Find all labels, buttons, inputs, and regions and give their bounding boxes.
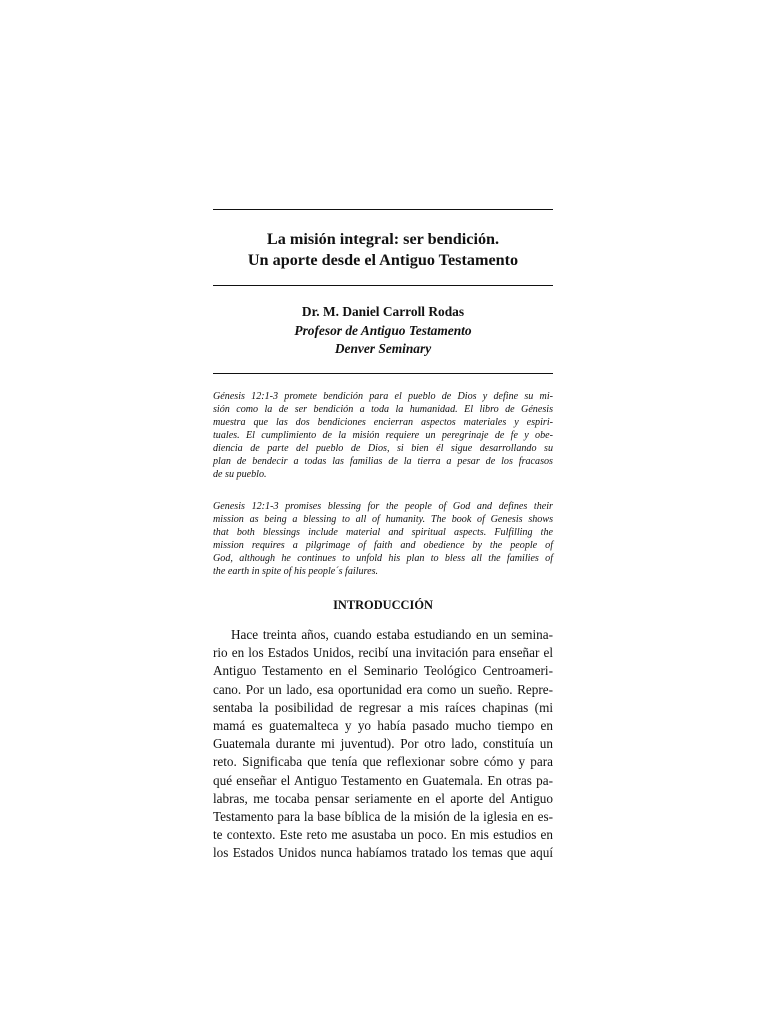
abstract-es-line: de su pueblo. — [213, 469, 267, 480]
body-line: Hace treinta años, cuando estaba estudiando en un semina- — [231, 627, 553, 642]
abstract-es-line: Génesis 12:1-3 promete bendición para el pueblo de Dios y define su mi- — [213, 391, 553, 402]
abstract-en-line: mission requires a pilgrimage of faith and obedience by the people of — [213, 540, 553, 551]
abstract-english — [213, 500, 553, 578]
title-rule — [213, 285, 553, 286]
author-block — [213, 303, 553, 359]
abstract-en-line: the earth in spite of his people´s failures. — [213, 566, 379, 577]
abstract-es-line: sión como la de ser bendición a toda la humanidad. El libro de Génesis — [213, 404, 553, 415]
abstract-en-line: mission as being a blessing to all of humanity. The book of Genesis shows — [213, 514, 553, 525]
body-line: Guatemala durante mi juventud). Por otro lado, constituía un — [213, 736, 553, 752]
author-rule — [213, 373, 553, 374]
top-rule — [213, 209, 553, 210]
body-line: labras, me tocaba pensar seriamente en el aporte del Antiguo — [213, 790, 553, 806]
title-line-2: Un aporte desde el Antiguo Testamento — [247, 251, 519, 269]
abstract-es-line: tuales. El cumplimiento de la misión requiere un peregrinaje de fe y obe- — [213, 430, 553, 441]
article-title — [213, 229, 553, 271]
body-line: te contexto. Este reto me asustaba un poco. En mis estudios en — [213, 827, 553, 843]
author-name: Dr. M. Daniel Carroll Rodas — [301, 304, 465, 319]
document-page — [213, 0, 553, 1024]
body-line: cano. Por un lado, esa oportunidad era como un sueño. Repre- — [213, 681, 553, 697]
body-paragraph — [213, 626, 553, 863]
abstract-es-line: plan de bendecir a todas las familias de la tierra a pesar de los fracasos — [213, 456, 553, 467]
abstract-en-line: God, although he continues to unfold his plan to bless all the families of — [213, 553, 553, 564]
body-line: sentaba la posibilidad de regresar a mis raíces chapinas (mi — [213, 699, 553, 715]
abstract-es-line: muestra que las dos bendiciones encierran aspectos materiales y espiri- — [213, 417, 553, 428]
body-line: mamá es guatemalteca y yo había pasado mucho tiempo en — [213, 718, 553, 734]
author-institution: Denver Seminary — [334, 341, 432, 357]
body-line: los Estados Unidos nunca habíamos tratado los temas que aquí — [213, 845, 553, 861]
author-position: Profesor de Antiguo Testamento — [294, 322, 472, 338]
abstract-en-line: Genesis 12:1-3 promises blessing for the people of God and defines their — [213, 501, 553, 512]
title-line-1: La misión integral: ser bendición. — [266, 230, 500, 248]
section-heading: INTRODUCCIÓN — [333, 598, 433, 612]
body-line: Testamento para la base bíblica de la misión de la iglesia en es- — [213, 809, 553, 825]
body-line: qué enseñar el Antiguo Testamento en Guatemala. En otras pa- — [213, 772, 553, 788]
abstract-spanish — [213, 390, 553, 481]
body-line: rio en los Estados Unidos, recibí una invitación para enseñar el — [213, 645, 553, 661]
body-line: Antiguo Testamento en el Seminario Teológico Centroameri- — [213, 663, 553, 679]
body-line: reto. Significaba que tenía que reflexionar sobre cómo y para — [213, 754, 553, 770]
abstract-es-line: diencia de parte del pueblo de Dios, si bien él sigue desarrollando su — [213, 443, 553, 454]
abstract-en-line: that both blessings include material and spiritual aspects. Fulfilling the — [213, 527, 553, 538]
